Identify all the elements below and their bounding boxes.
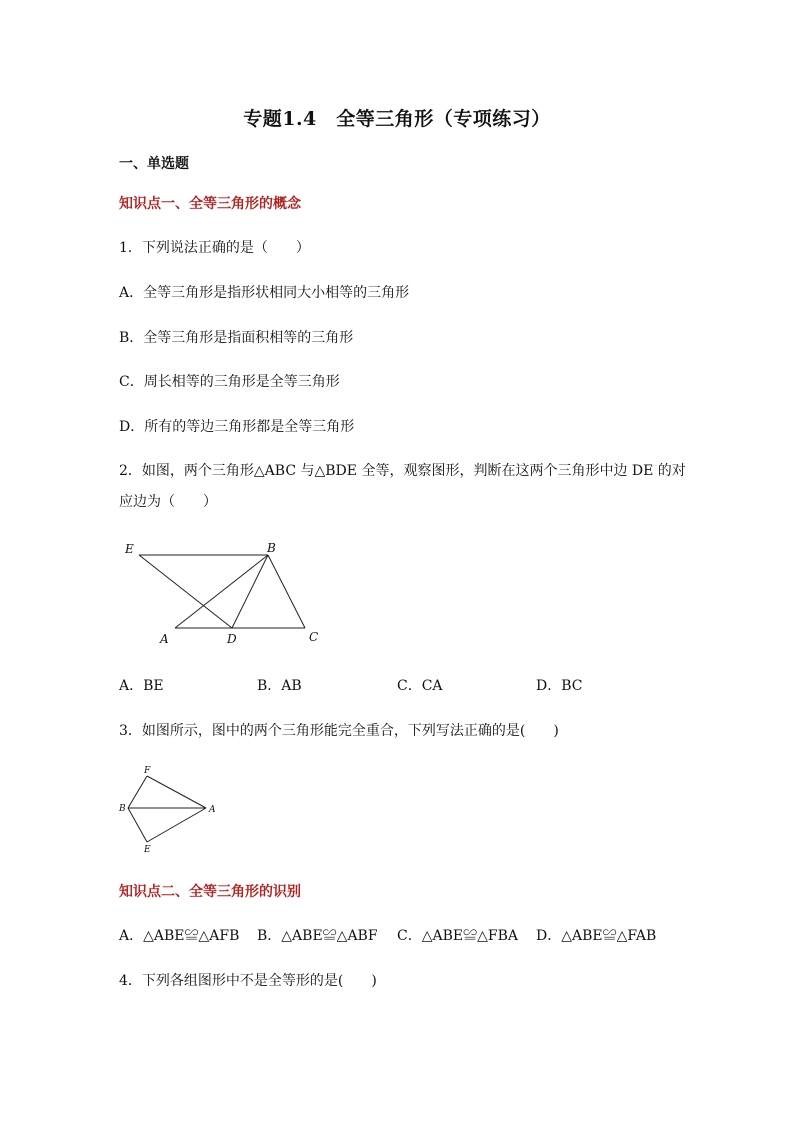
label-A: A (160, 632, 169, 646)
question-1-option-d: D．所有的等边三角形都是全等三角形 (119, 419, 355, 435)
question-2-stem-line2: 应边为（ ） (119, 494, 217, 510)
question-3-stem: 3．如图所示，图中的两个三角形能完全重合，下列写法正确的是( ) (119, 723, 559, 739)
segment-AE (147, 808, 206, 842)
question-2-figure (110, 535, 340, 655)
question-1-stem: 1．下列说法正确的是（ ） (119, 240, 310, 256)
segment-FA (147, 776, 206, 808)
segment-BE (128, 808, 147, 842)
segment-FB (128, 776, 147, 808)
label-C: C (309, 630, 319, 644)
label-A: A (209, 805, 216, 815)
question-2-option-d: D．BC (536, 678, 583, 694)
question-1-option-b: B．全等三角形是指面积相等的三角形 (119, 330, 354, 346)
question-1-option-a: A．全等三角形是指形状相同大小相等的三角形 (119, 285, 410, 301)
segment-ED (139, 555, 232, 628)
label-B: B (119, 804, 126, 814)
question-2-stem-line1: 2．如图，两个三角形△ABC 与△BDE 全等，观察图形，判断在这两个三角形中边 DE 的对 (119, 463, 686, 479)
knowledge-point-heading-2: 知识点二、全等三角形的识别 (119, 884, 301, 900)
label-E: E (125, 542, 134, 556)
question-4-stem: 4．下列各组图形中不是全等形的是( ) (119, 973, 377, 989)
question-2-option-a: A．BE (119, 678, 164, 694)
question-3-option-d: D．△ABE≌△FAB (536, 928, 657, 944)
question-3-option-c: C．△ABE≌△FBA (397, 928, 518, 944)
section-heading: 一、单选题 (119, 156, 189, 172)
label-D: D (227, 632, 237, 646)
question-3-option-a: A．△ABE≌△AFB (119, 928, 240, 944)
question-3-figure (110, 762, 230, 858)
knowledge-point-heading: 知识点一、全等三角形的概念 (119, 196, 301, 212)
question-2-option-b: B．AB (257, 678, 302, 694)
question-1-option-c: C．周长相等的三角形是全等三角形 (119, 374, 340, 390)
segment-BA (175, 555, 268, 628)
page-title: 专题1.4 全等三角形（专项练习） (243, 108, 551, 130)
label-B: B (267, 541, 276, 555)
label-E: E (144, 845, 151, 855)
segment-BC (268, 555, 305, 628)
segment-BD (232, 555, 268, 628)
label-F: F (144, 766, 151, 776)
question-3-option-b: B．△ABE≌△ABF (257, 928, 378, 944)
question-2-option-c: C．CA (397, 678, 443, 694)
